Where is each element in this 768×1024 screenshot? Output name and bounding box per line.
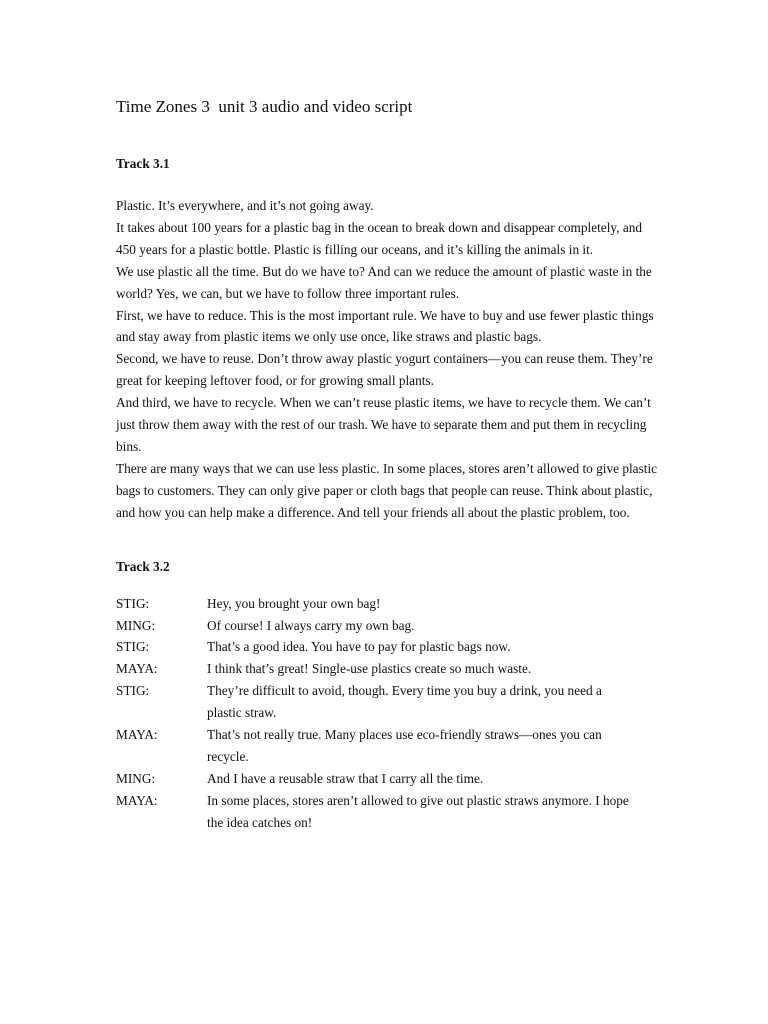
narration-paragraph: We use plastic all the time. But do we have to? And can we reduce the amount of plastic waste in the world? Yes, we can, but we have to follow three important rules. (116, 263, 652, 301)
narration-paragraph: And third, we have to recycle. When we can’t reuse plastic items, we have to recycle them. We can’t just throw them away with the rest of our trash. We have to separate them and put them in recycling bins. (116, 395, 651, 454)
speech-text: And I have a reusable straw that I carry all the time. (207, 770, 484, 786)
speaker-name: MING: (116, 770, 156, 786)
speech-text: In some places, stores aren’t allowed to give out plastic straws anymore. I hope the idea catches on! (207, 792, 629, 830)
document-page (116, 95, 661, 834)
speech-text: Hey, you brought your own bag! (207, 595, 381, 611)
narration-paragraph: It takes about 100 years for a plastic bag in the ocean to break down and disappear completely, and 450 years for a plastic bottle. Plastic is filling our oceans, and it’s killing the animals in it. (116, 219, 643, 257)
narration-paragraph: First, we have to reduce. This is the most important rule. We have to buy and use fewer plastic things and stay away from plastic items we only use once, like straws and plastic bags. (116, 307, 654, 345)
track-3-1-narration (116, 195, 661, 524)
track-3-2-heading: Track 3.2 (116, 558, 170, 574)
speaker-name: MAYA: (116, 661, 158, 677)
speaker-name: MAYA: (116, 792, 158, 808)
speaker-name: MAYA: (116, 727, 158, 743)
dialogue-line (116, 593, 661, 615)
narration-paragraph: Second, we have to reuse. Don’t throw away plastic yogurt containers—you can reuse them. They’re great for keeping leftover food, or for growing small plants. (116, 351, 653, 389)
narration-paragraph: There are many ways that we can use less plastic. In some places, stores aren’t allowed to give plastic bags to customers. They can only give paper or cloth bags that people can reuse. Think about plastic, and how you can help make a difference. And tell your friends all about the plastic problem, too. (116, 460, 658, 520)
dialogue-line (116, 724, 661, 768)
speaker-name: MING: (116, 617, 156, 633)
document-title: Time Zones 3 unit 3 audio and video script (116, 97, 413, 116)
dialogue-line (116, 636, 661, 658)
speaker-name: STIG: (116, 639, 150, 655)
speech-text: They’re difficult to avoid, though. Every time you buy a drink, you need a plastic straw. (207, 683, 602, 721)
speaker-name: STIG: (116, 683, 150, 699)
dialogue-line (116, 615, 661, 637)
track-3-2-dialogue (116, 593, 661, 834)
speech-text: That’s a good idea. You have to pay for plastic bags now. (207, 639, 511, 655)
speaker-name: STIG: (116, 595, 150, 611)
speech-text: Of course! I always carry my own bag. (207, 617, 415, 633)
track-3-1-heading: Track 3.1 (116, 156, 170, 171)
dialogue-line (116, 680, 661, 724)
speech-text: That’s not really true. Many places use eco-friendly straws—ones you can recycle. (207, 727, 602, 764)
dialogue-line (116, 658, 661, 680)
dialogue-line (116, 768, 661, 790)
narration-paragraph: Plastic. It’s everywhere, and it’s not going away. (116, 198, 374, 213)
dialogue-line (116, 790, 661, 834)
speech-text: I think that’s great! Single-use plastics create so much waste. (207, 661, 532, 677)
